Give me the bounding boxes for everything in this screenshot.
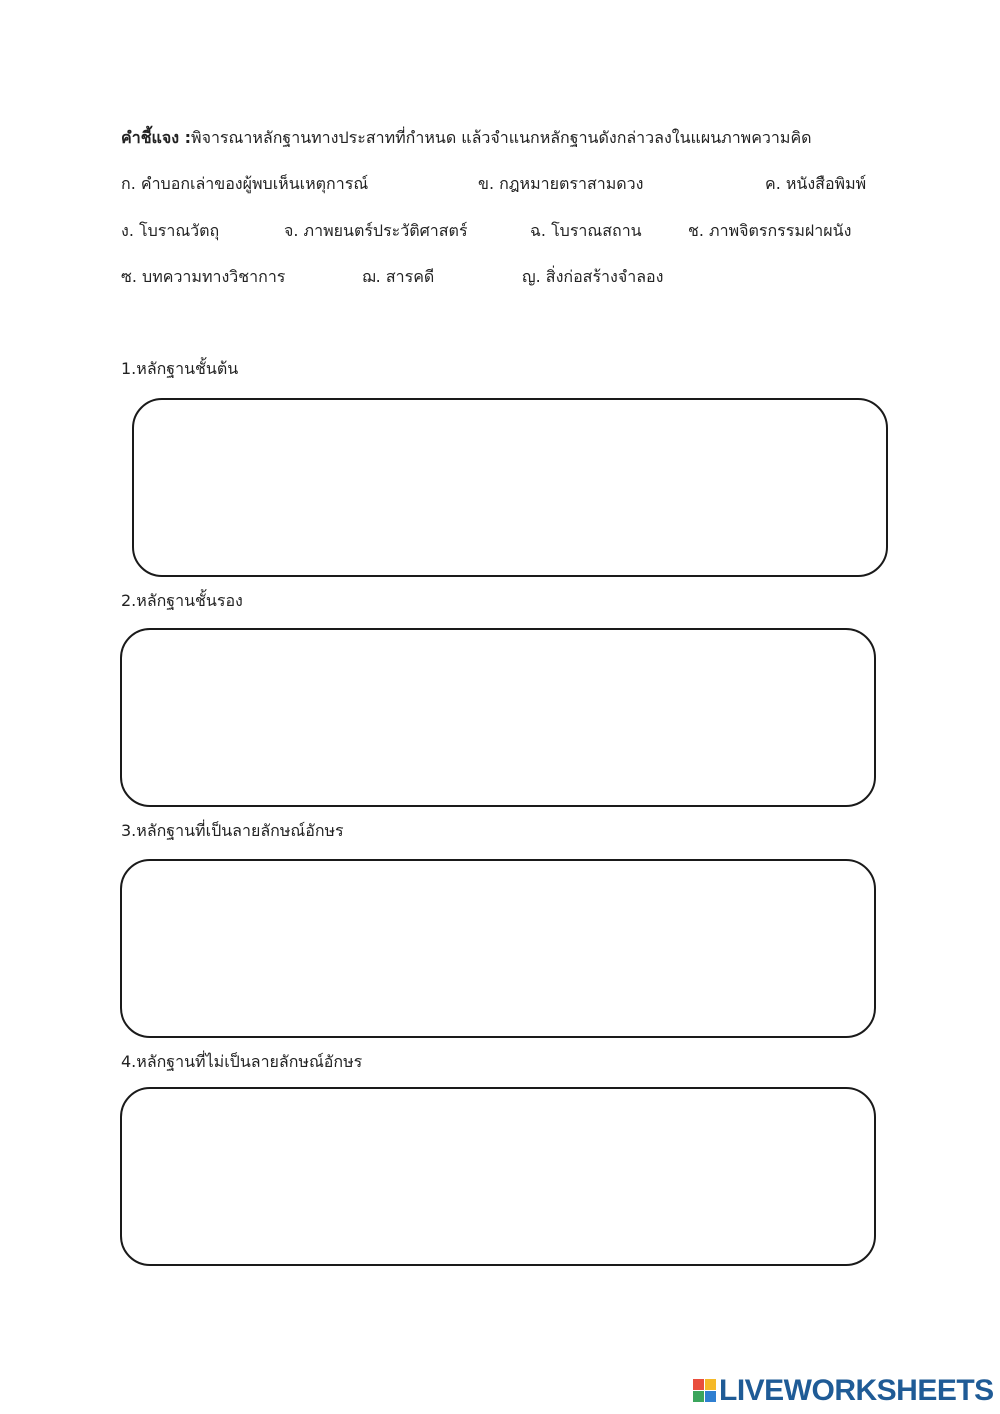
liveworksheets-logo bbox=[693, 1374, 994, 1408]
answer-box-secondary-evidence[interactable] bbox=[120, 628, 876, 807]
choice-item: ข. กฎหมายตราสามดวง bbox=[478, 174, 644, 193]
answer-box-written-evidence[interactable] bbox=[120, 859, 876, 1038]
logo-tile bbox=[693, 1379, 704, 1390]
logo-tile bbox=[705, 1379, 716, 1390]
instructions-text: พิจารณาหลักฐานทางประสาทที่กำหนด แล้วจำแนกหลักฐานดังกล่าวลงในแผนภาพความคิด bbox=[191, 128, 812, 147]
section-title-unwritten-evidence: 4.หลักฐานที่ไม่เป็นลายลักษณ์อักษร bbox=[121, 1052, 363, 1071]
logo-tile bbox=[705, 1391, 716, 1402]
choice-item: ฉ. โบราณสถาน bbox=[530, 221, 642, 240]
answer-box-unwritten-evidence[interactable] bbox=[120, 1087, 876, 1266]
instructions-label: คำชี้แจง : bbox=[121, 128, 192, 147]
logo-tile bbox=[693, 1391, 704, 1402]
section-title-secondary-evidence: 2.หลักฐานชั้นรอง bbox=[121, 591, 243, 610]
choice-item: ซ. บทความทางวิชาการ bbox=[121, 267, 286, 286]
choice-item: ญ. สิ่งก่อสร้างจำลอง bbox=[522, 267, 664, 286]
choice-item: ค. หนังสือพิมพ์ bbox=[765, 174, 867, 193]
choice-item: จ. ภาพยนตร์ประวัติศาสตร์ bbox=[284, 221, 468, 240]
liveworksheets-logo-icon bbox=[693, 1379, 717, 1403]
choice-item: ช. ภาพจิตรกรรมฝาผนัง bbox=[688, 221, 852, 240]
section-title-primary-evidence: 1.หลักฐานชั้นต้น bbox=[121, 359, 239, 378]
section-title-written-evidence: 3.หลักฐานที่เป็นลายลักษณ์อักษร bbox=[121, 821, 344, 840]
choice-item: ง. โบราณวัตถุ bbox=[121, 221, 220, 240]
choice-item: ฌ. สารคดี bbox=[362, 267, 435, 286]
choice-item: ก. คำบอกเล่าของผู้พบเห็นเหตุการณ์ bbox=[121, 174, 369, 193]
logo-text: LIVEWORKSHEETS bbox=[719, 1374, 994, 1407]
answer-box-primary-evidence[interactable] bbox=[132, 398, 888, 577]
instructions bbox=[121, 128, 812, 148]
